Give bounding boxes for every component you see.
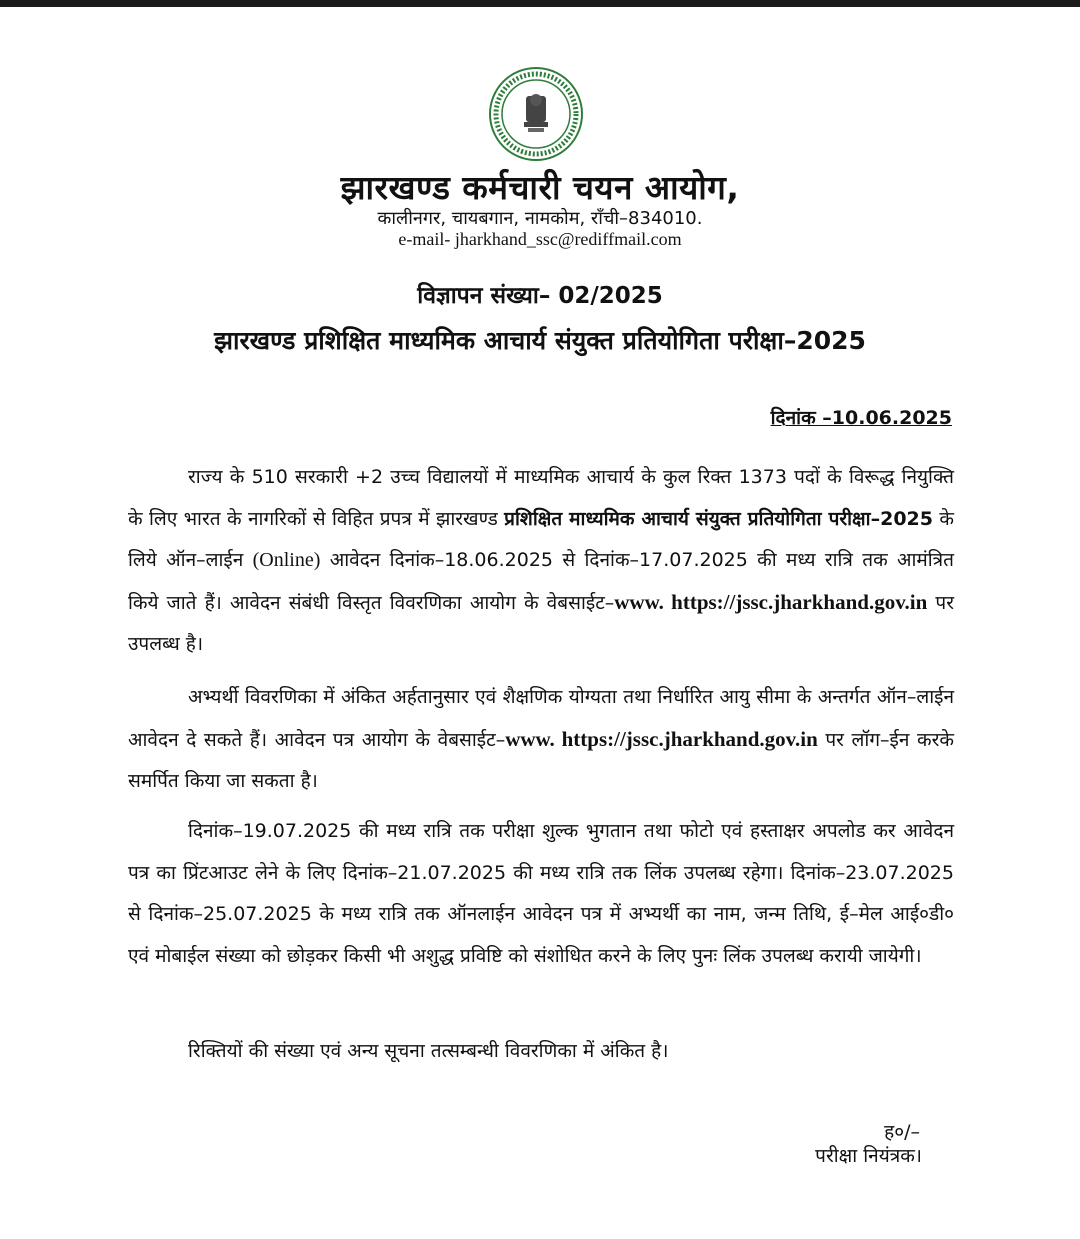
- paragraph-fee-dates: दिनांक–19.07.2025 की मध्य रात्रि तक परीक्षा शुल्क भुगतान तथा फोटो एवं हस्ताक्षर अपलोड कर आवेदन पत्र का प्रिंटआउट लेने के लिए दिनांक–21.07.2025 की मध्य रात्रि तक लिंक उपलब्ध रहेगा। दिनांक–23.07.2025 से दिनांक–25.07.2025 के मध्य रात्रि तक ऑनलाईन आवेदन पत्र में अभ्यर्थी का नाम, जन्म तिथि, ई–मेल आई०डी० एवं मोबाईल संख्या को छोड़कर किसी भी अशुद्ध प्रविष्टि को संशोधित करने के लिए पुनः लिंक उपलब्ध करायी जायेगी।: [128, 820, 954, 967]
- paragraph-vacancy-info: रिक्तियों की संख्या एवं अन्य सूचना तत्सम्बन्धी विवरणिका में अंकित है।: [188, 1040, 669, 1062]
- org-name: झारखण्ड कर्मचारी चयन आयोग,: [340, 168, 740, 207]
- paragraph-vacancy: राज्य के 510 सरकारी +2 उच्च विद्यालयों में माध्यमिक आचार्य के कुल रिक्त 1373 पदों के विरूद्ध नियुक्ति के लिए भारत के नागरिकों से विहित प्रपत्र में झारखण्ड प्रशिक्षित माध्यमिक आचार्य संयुक्त प्रतियोगिता परीक्षा–2025 के लिये ऑन–लाईन (Online) आवेदन दिनांक–18.06.2025 से दिनांक–17.07.2025 की मध्य रात्रि तक आमंत्रित किये जाते हैं। आवेदन संबंधी विस्तृत विवरणिका आयोग के वेबसाईट–www. https://jssc.jharkhand.gov.in पर उपलब्ध है।: [128, 466, 955, 655]
- advertisement-number: विज्ञापन संख्या– 02/2025: [417, 283, 663, 309]
- website-link[interactable]: www. https://jssc.jharkhand.gov.in: [614, 589, 928, 614]
- org-address: कालीनगर, चायबगान, नामकोम, राँची–834010.: [377, 208, 703, 229]
- website-link-2[interactable]: www. https://jssc.jharkhand.gov.in: [505, 726, 818, 751]
- org-email: e-mail- jharkhand_ssc@rediffmail.com: [398, 229, 682, 249]
- signature-title: परीक्षा नियंत्रक।: [815, 1145, 922, 1167]
- jharkhand-seal-icon: [488, 66, 584, 162]
- exam-name-bold: प्रशिक्षित माध्यमिक आचार्य संयुक्त प्रतियोगिता परीक्षा–2025: [504, 507, 933, 530]
- notice-date: दिनांक –10.06.2025: [770, 407, 952, 429]
- paragraph-eligibility: अभ्यर्थी विवरणिका में अंकित अर्हतानुसार एवं शैक्षणिक योग्यता तथा निर्धारित आयु सीमा के अन्तर्गत ऑन–लाईन आवेदन दे सकते हैं। आवेदन पत्र आयोग के वेबसाईट–www. https://jssc.jharkhand.gov.in पर लॉग–ईन करके समर्पित किया जा सकता है।: [128, 686, 954, 792]
- signature-mark: ह०/–: [884, 1121, 920, 1143]
- top-border: [0, 0, 1080, 7]
- exam-title: झारखण्ड प्रशिक्षित माध्यमिक आचार्य संयुक्त प्रतियोगिता परीक्षा–2025: [214, 326, 866, 355]
